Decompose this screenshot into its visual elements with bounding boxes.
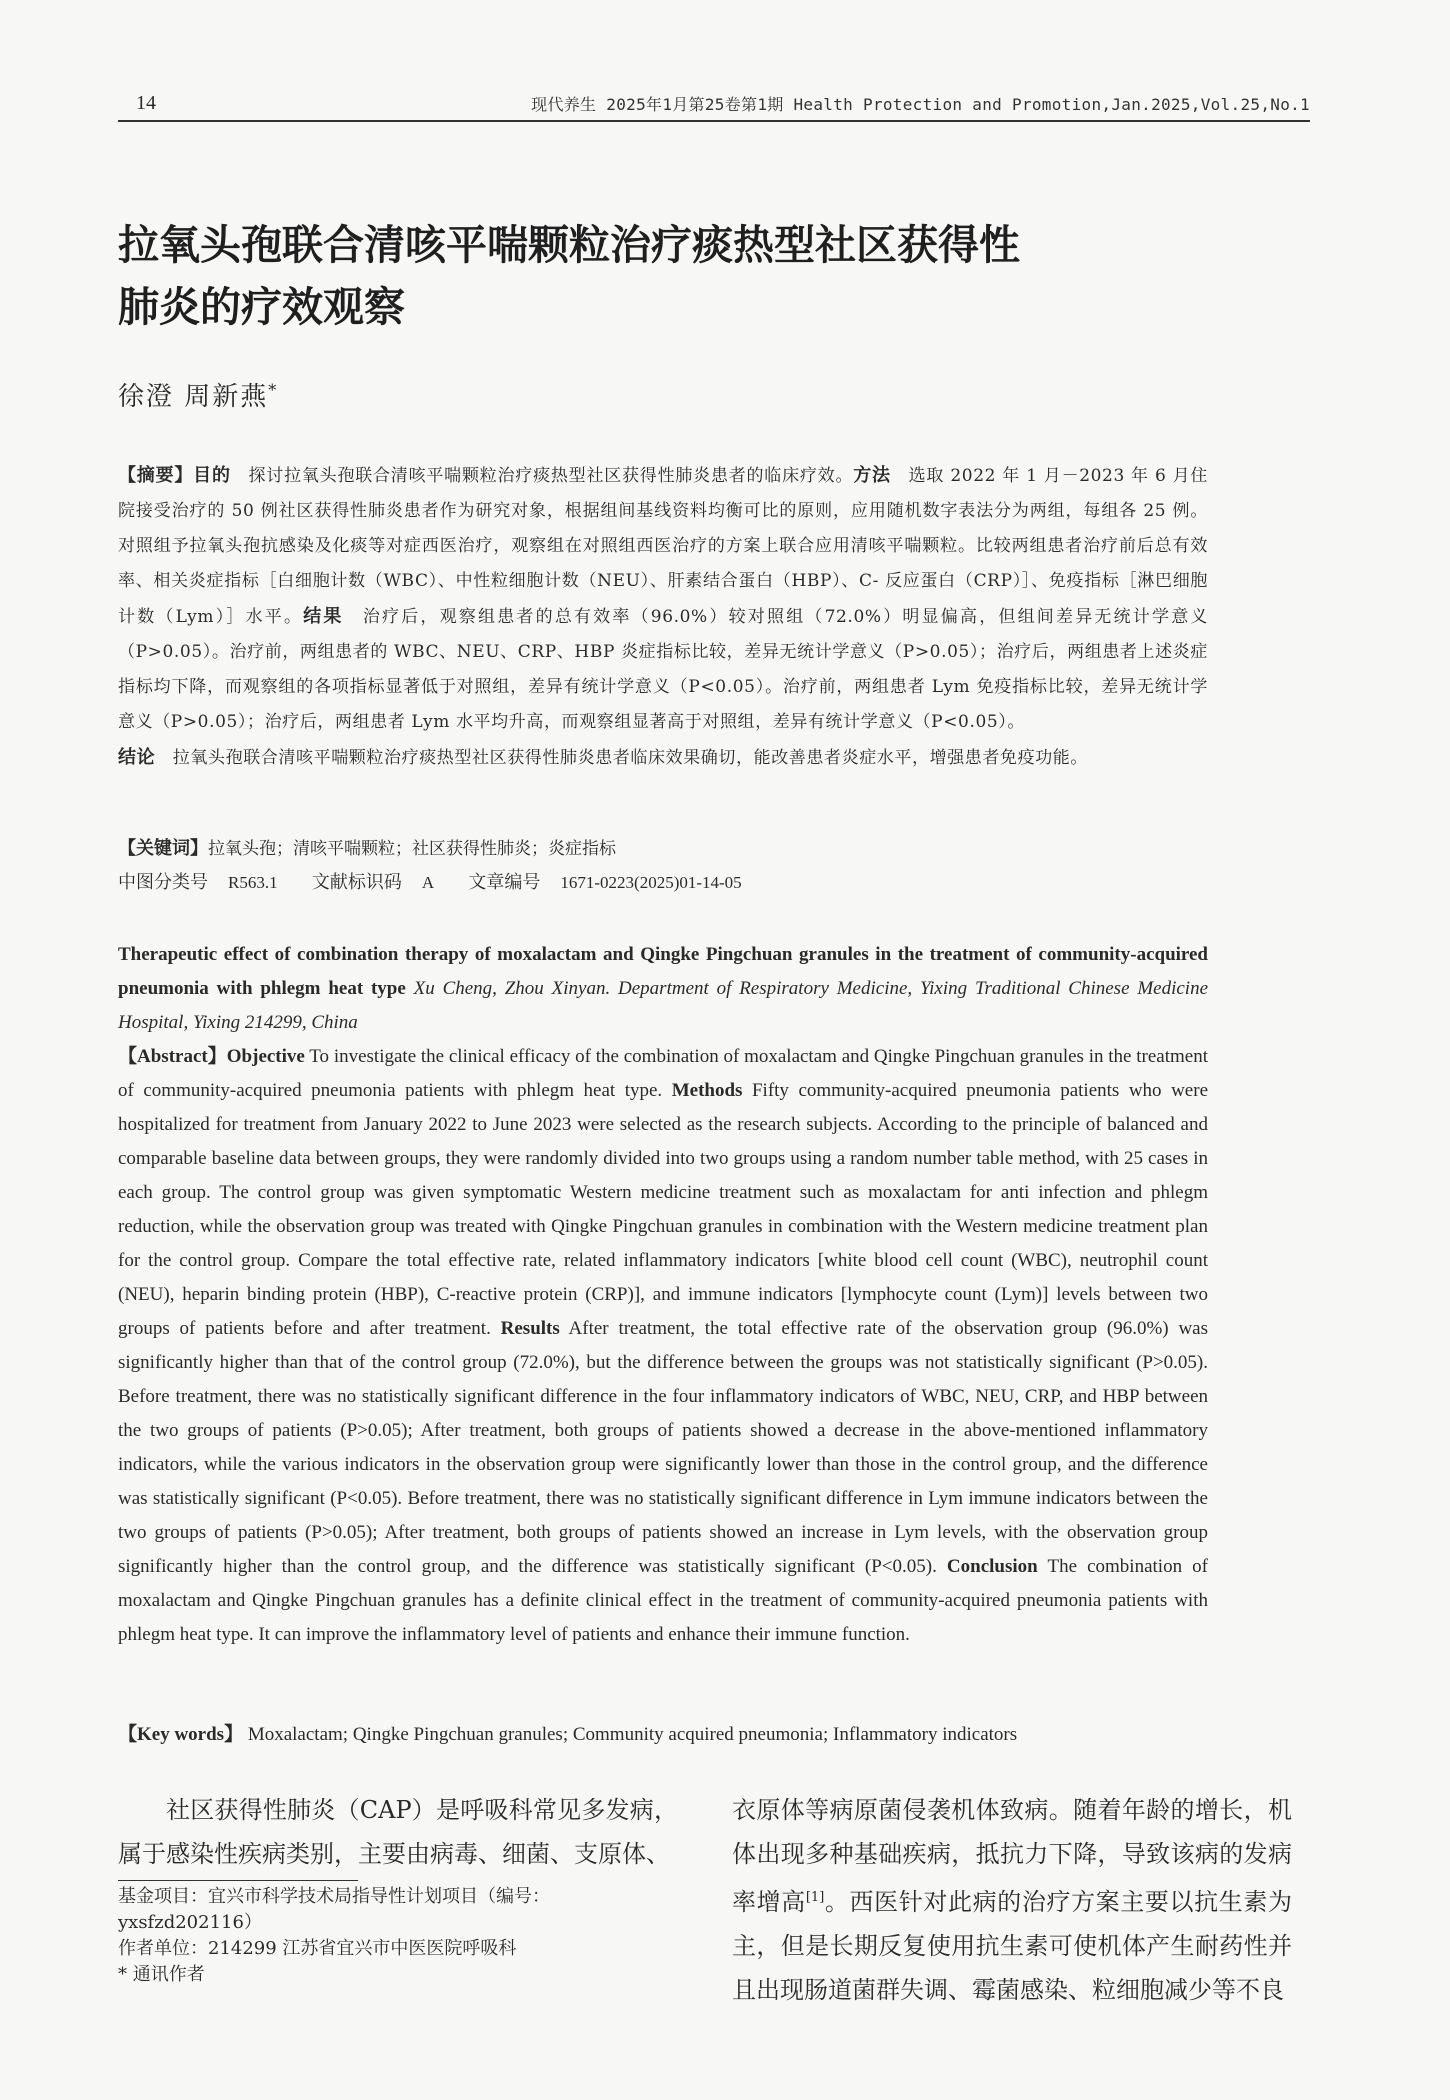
cn-results: 治疗后，观察组患者的总有效率（96.0%）较对照组（72.0%）明显偏高，但组间差异无统计学意义（P>0.05）。治疗前，两组患者的 WBC、NEU、CRP、HBP 炎症指标比较，差异无统计学意义（P>0.05）；治疗后，两组患者上述炎症指标均下降，而观察组的各项指标显著低于对照组，差异有统计学意义（P<0.05）。治疗前，两组患者 Lym 免疫指标比较，差异无统计学意义（P>0.05）；治疗后，两组患者 Lym 水平均升高，而观察组显著高于对照组，差异有统计学意义（P<0.05）。 — [118, 607, 1208, 732]
page-number: 14 — [136, 92, 156, 114]
footnote-affiliation: 作者单位：214299 江苏省宜兴市中医医院呼吸科 — [118, 1938, 517, 1959]
footnote-fund: 基金项目：宜兴市科学技术局指导性计划项目（编号：yxsfzd202116） — [118, 1886, 550, 1933]
header-rule — [118, 120, 1310, 122]
body-column-right — [732, 1788, 1292, 2012]
title-line-2: 肺炎的疗效观察 — [118, 283, 405, 331]
body-column-left — [118, 1788, 678, 1876]
article-no-value: 1671-0223(2025)01-14-05 — [560, 873, 742, 892]
cn-objective-label: 目的 — [193, 465, 231, 486]
clc-value: R563.1 — [228, 873, 278, 892]
citation-ref: [1] — [805, 1890, 825, 1905]
running-head: 现代养生 2025年1月第25卷第1期 Health Protection and Promotion,Jan.2025,Vol.25,No.1 — [531, 95, 1310, 114]
en-results-label: Results — [500, 1318, 560, 1339]
cn-methods-label: 方法 — [853, 465, 891, 486]
cn-results-label: 结果 — [303, 606, 344, 627]
clc-label: 中图分类号 — [118, 872, 208, 893]
en-keywords-text: Moxalactam; Qingke Pingchuan granules; Community acquired pneumonia; Inflammatory indicators — [243, 1724, 1018, 1745]
cn-conclusion-label: 结论 — [118, 747, 156, 768]
en-objective-label: Objective — [226, 1046, 305, 1067]
cn-conclusion: 拉氧头孢联合清咳平喘颗粒治疗痰热型社区获得性肺炎患者临床效果确切，能改善患者炎症水平，增强患者免疫功能。 — [155, 748, 1089, 768]
footnote-corresponding: * 通讯作者 — [118, 1964, 205, 1985]
en-conclusion-label: Conclusion — [946, 1556, 1038, 1577]
en-methods-label: Methods — [671, 1080, 743, 1101]
cn-objective: 探讨拉氧头孢联合清咳平喘颗粒治疗痰热型社区获得性肺炎患者的临床疗效。 — [230, 466, 854, 486]
en-title: Therapeutic effect of combination therapy of moxalactam and Qingke Pingchuan granules in the treatment of community-acquired pneumonia with phlegm heat type — [118, 944, 1208, 999]
body-text-b: 。西医针对此病的治疗方案主要以抗生素为主，但是长期反复使用抗生素可使机体产生耐药性并且出现肠道菌群失调、霉菌感染、粒细胞减少等不良 — [732, 1888, 1293, 2004]
doc-code-label: 文献标识码 — [311, 872, 402, 893]
author-names: 徐澄 周新燕 — [118, 382, 269, 412]
cn-abstract-label: 【摘要】 — [118, 465, 194, 486]
cn-keywords — [118, 834, 1208, 864]
cn-methods: 选取 2022 年 1 月－2023 年 6 月住院接受治疗的 50 例社区获得性肺炎患者作为研究对象，根据组间基线资料均衡可比的原则，应用随机数字表法分为两组，每组各 25 例。对照组予拉氧头孢抗感染及化痰等对症西医治疗，观察组在对照组西医治疗的方案上联合应用清咳平喘颗粒。比较两组患者治疗前后总有效率、相关炎症指标［白细胞计数（WBC）、中性粒细胞计数（NEU）、肝素结合蛋白（HBP）、C- 反应蛋白（CRP）］、免疫指标［淋巴细胞计数（Lym）］水平。 — [118, 466, 1209, 627]
classification-line — [118, 868, 1208, 898]
footnotes — [118, 1884, 678, 1988]
en-conclusion: The combination of moxalactam and Qingke Pingchuan granules has a definite clinical effect in the treatment of community-acquired pneumonia patients with phlegm heat type. It can improve the inflammatory level of patients and enhance their immune function. — [118, 1556, 1208, 1645]
title-line-1: 拉氧头孢联合清咳平喘颗粒治疗痰热型社区获得性 — [118, 221, 1020, 269]
en-results: After treatment, the total effective rate of the observation group (96.0%) was significantly higher than that of the control group (72.0%), but the difference between the groups was not statistically significant (P>0.05). Before treatment, there was no statistically significant difference in the four inflammatory indicators of WBC, NEU, CRP, and HBP between the two groups of patients (P>0.05); After treatment, both groups of patients showed a decrease in the above-mentioned inflammatory indicators, while the various indicators in the observation group were significantly lower than those in the control group, and the difference was statistically significant (P<0.05). Before treatment, there was no statistically significant difference in Lym immune indicators between the two groups of patients (P>0.05); After treatment, both groups of patients showed an increase in Lym levels, with the observation group significantly higher than the control group, and the difference was statistically significant (P<0.05). — [118, 1318, 1208, 1577]
body-paragraph: 社区获得性肺炎（CAP）是呼吸科常见多发病，属于感染性疾病类别，主要由病毒、细菌、支原体、 — [118, 1796, 678, 1868]
doc-code-value: A — [421, 873, 435, 892]
article-no-label: 文章编号 — [468, 872, 541, 893]
en-keywords-label: 【Key words】 — [118, 1724, 244, 1745]
body-text-a: 衣原体等病原菌侵袭机体致病。随着年龄的增长，机体出现多种基础疾病，抵抗力下降，导致该病的发病率增高 — [732, 1796, 1292, 1916]
footnote-rule — [118, 1880, 358, 1881]
en-title-block — [118, 938, 1208, 1040]
cn-keywords-text: 拉氧头孢；清咳平喘颗粒；社区获得性肺炎；炎症指标 — [208, 839, 616, 859]
article-title — [118, 214, 1118, 338]
cn-abstract — [118, 458, 1208, 776]
en-objective: To investigate the clinical efficacy of the combination of moxalactam and Qingke Pingchuan granules in the treatment of community-acquired pneumonia patients with phlegm heat type. — [118, 1046, 1208, 1101]
en-keywords — [118, 1718, 1208, 1752]
en-abstract-label: 【Abstract】 — [118, 1046, 227, 1067]
en-methods: Fifty community-acquired pneumonia patients who were hospitalized for treatment from January 2022 to June 2023 were selected as the research subjects. According to the principle of balanced and comparable baseline data between groups, they were randomly divided into two groups using a random number table method, with 25 cases in each group. The control group was given symptomatic Western medicine treatment such as moxalactam for anti infection and phlegm reduction, while the observation group was treated with Qingke Pingchuan granules in combination with the Western medicine treatment plan for the control group. Compare the total effective rate, related inflammatory indicators [white blood cell count (WBC), neutrophil count (NEU), heparin binding protein (HBP), C-reactive protein (CRP)], and immune indicators [lymphocyte count (Lym)] levels between two groups of patients before and after treatment. — [118, 1080, 1208, 1339]
cn-keywords-label: 【关键词】 — [118, 838, 208, 859]
en-authors: Xu Cheng, Zhou Xinyan. Department of Respiratory Medicine, Yixing Traditional Chinese Medicine Hospital, Yixing 214299, China — [118, 978, 1209, 1033]
authors — [118, 376, 278, 413]
en-abstract — [118, 1040, 1208, 1652]
corresponding-mark: * — [268, 380, 279, 400]
